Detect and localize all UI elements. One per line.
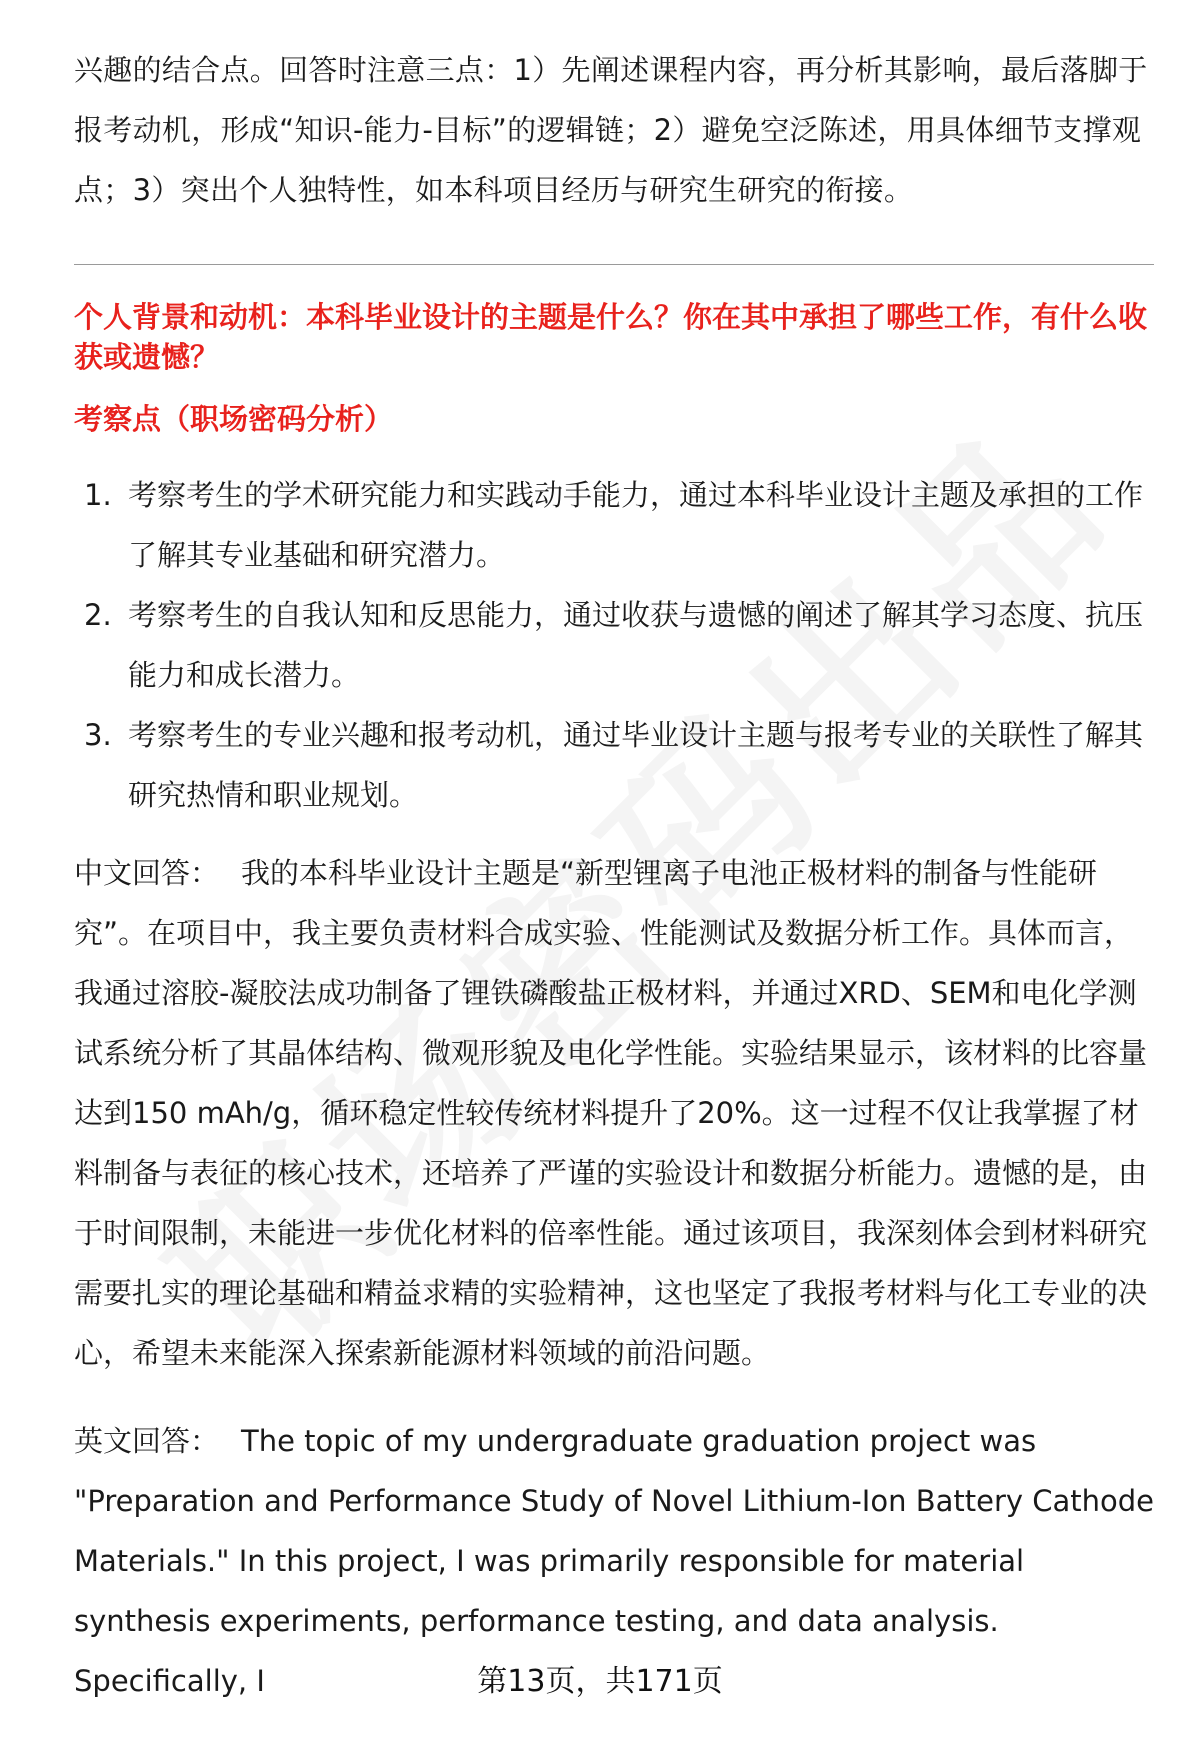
page-number: 第13页，共171页: [477, 1664, 723, 1699]
english-answer-text: The topic of my undergraduate graduation project was "Preparation and Performance Study of Novel Lithium-Ion Battery Cathode Materials." In this project, I was primarily responsible for material synthesis experiments, performance testing, and data analysis. Specifically, I: [74, 1424, 1155, 1698]
question-heading: 个人背景和动机：本科毕业设计的主题是什么？你在其中承担了哪些工作，有什么收获或遗憾？: [74, 300, 1148, 374]
list-item-number: 3.: [84, 718, 112, 752]
list-item-text: 考察考生的学术研究能力和实践动手能力，通过本科毕业设计主题及承担的工作了解其专业基础和研究潜力。: [128, 478, 1144, 572]
analysis-list: [74, 465, 1154, 825]
list-item-text: 考察考生的专业兴趣和报考动机，通过毕业设计主题与报考专业的关联性了解其研究热情和职业规划。: [128, 718, 1144, 812]
list-item-text: 考察考生的自我认知和反思能力，通过收获与遗憾的阐述了解其学习态度、抗压能力和成长潜力。: [128, 598, 1144, 692]
list-item: [74, 705, 1154, 825]
section-divider: [74, 264, 1154, 265]
analysis-heading: 考察点（职场密码分析）: [74, 402, 394, 436]
chinese-answer-text: 我的本科毕业设计主题是“新型锂离子电池正极材料的制备与性能研究”。在项目中，我主要负责材料合成实验、性能测试及数据分析工作。具体而言，我通过溶胶-凝胶法成功制备了锂铁磷酸盐正极材料，并通过XRD、SEM和电化学测试系统分析了其晶体结构、微观形貌及电化学性能。实验结果显示，该材料的比容量达到150 mAh/g，循环稳定性较传统材料提升了20%。这一过程不仅让我掌握了材料制备与表征的核心技术，还培养了严谨的实验设计和数据分析能力。遗憾的是，由于时间限制，未能进一步优化材料的倍率性能。通过该项目，我深刻体会到材料研究需要扎实的理论基础和精益求精的实验精神，这也坚定了我报考材料与化工专业的决心，希望未来能深入探索新能源材料领域的前沿问题。: [74, 856, 1148, 1370]
list-item: [74, 585, 1154, 705]
intro-paragraph: 兴趣的结合点。回答时注意三点：1）先阐述课程内容，再分析其影响，最后落脚于报考动机，形成“知识-能力-目标”的逻辑链；2）避免空泛陈述，用具体细节支撑观点；3）突出个人独特性，如本科项目经历与研究生研究的衔接。: [74, 53, 1148, 207]
chinese-answer-label: 中文回答：: [74, 856, 220, 890]
english-answer-label: 英文回答：: [74, 1424, 220, 1458]
list-item-number: 1.: [84, 478, 112, 512]
list-item: [74, 465, 1154, 585]
chinese-answer: [74, 843, 1154, 1383]
document-page: [74, 40, 1154, 1711]
list-item-number: 2.: [84, 598, 112, 632]
